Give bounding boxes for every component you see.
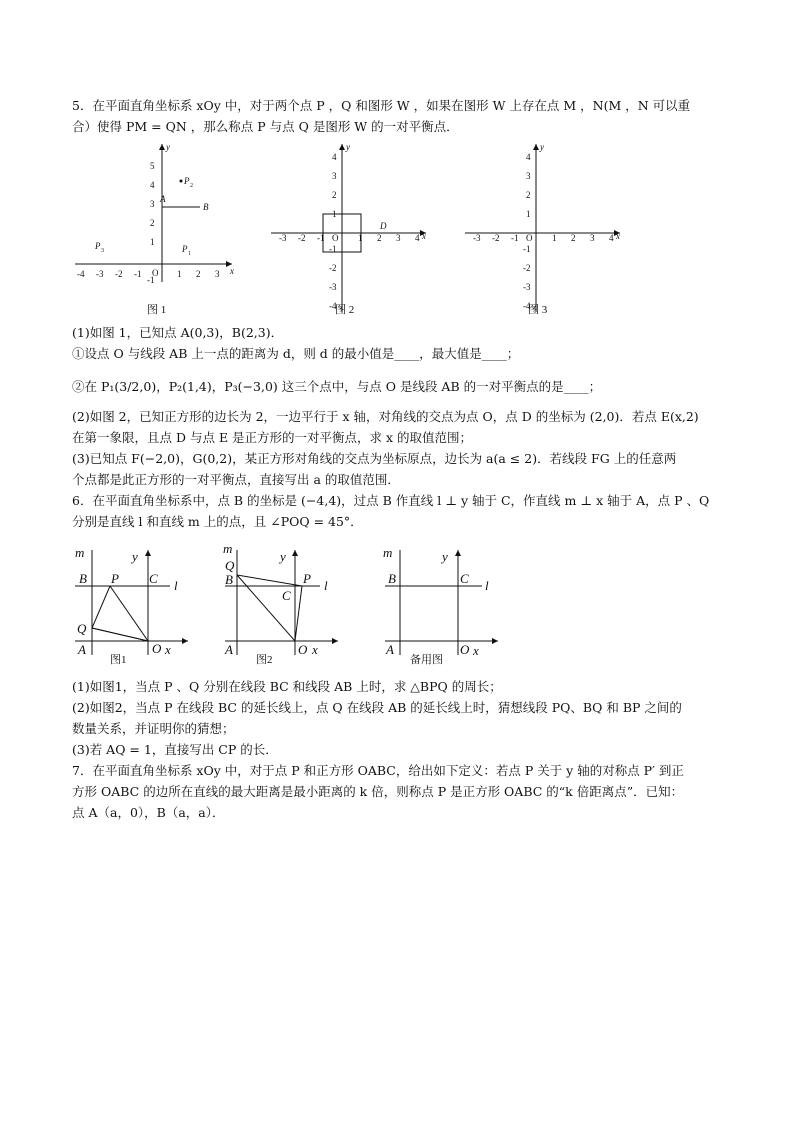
svg-text:4: 4 <box>609 233 614 243</box>
q6f2-label-O: O <box>298 642 308 657</box>
svg-text:x: x <box>422 231 426 241</box>
svg-text:1: 1 <box>332 209 337 219</box>
q6f2-label-A: A <box>225 642 233 657</box>
q6f1-label-Q: Q <box>77 621 87 636</box>
svg-text:3: 3 <box>150 199 155 209</box>
svg-text:4: 4 <box>526 152 531 162</box>
svg-text:-1: -1 <box>317 233 325 243</box>
q6f2-label-C: C <box>282 588 291 603</box>
svg-text:1: 1 <box>552 233 557 243</box>
svg-text:4: 4 <box>415 233 420 243</box>
svg-text:2: 2 <box>150 218 155 228</box>
q6f1-label-C: C <box>149 571 158 586</box>
q6f3-label-x: x <box>473 643 479 658</box>
fig3-caption: 图 3 <box>528 304 548 316</box>
svg-text:2: 2 <box>377 233 382 243</box>
svg-text:-4: -4 <box>523 301 531 311</box>
q6f3-label-m: m <box>383 545 393 560</box>
q6-figure-1 <box>70 545 200 670</box>
q6f2-label-y: y <box>280 549 286 564</box>
q6f2-label-Q: Q <box>225 558 235 573</box>
svg-text:1: 1 <box>150 237 155 247</box>
q6-figure-3 <box>380 545 505 670</box>
svg-text:O: O <box>332 233 339 243</box>
fig1-point-P2-sub: 2 <box>190 183 193 189</box>
q6f1-label-A: A <box>78 642 86 657</box>
svg-text:-2: -2 <box>492 233 500 243</box>
q5-figure-3 <box>462 140 632 320</box>
q6f3-label-y: y <box>442 549 448 564</box>
svg-text:-3: -3 <box>279 233 287 243</box>
q6-intro-line1: 6．在平面直角坐标系中，点 B 的坐标是 (−4,4)，过点 B 作直线 l ⊥ y 轴于 C，作直线 m ⊥ x 轴于 A，点 P 、Q <box>72 493 710 508</box>
svg-text:-1: -1 <box>134 269 142 279</box>
q6f3-label-l: l <box>485 578 489 593</box>
svg-text:3: 3 <box>590 233 595 243</box>
q7-intro-line3: 点 A（a，0），B（a，a）． <box>72 805 225 820</box>
q6-fig3-caption: 备用图 <box>410 654 443 666</box>
q5-part3-line1: (3)已知点 F(−2,0)，G(0,2)，某正方形对角线的交点为坐标原点，边长为 a(a ≤ 2)．若线段 FG 上的任意两 <box>72 451 677 466</box>
q6f2-label-x: x <box>312 642 318 657</box>
svg-text:1: 1 <box>358 233 363 243</box>
q5-intro-line2: 合）使得 PM = QN ，那么称点 P 与点 Q 是图形 W 的一对平衡点． <box>72 119 459 134</box>
fig1-caption: 图 1 <box>147 304 167 316</box>
q5-figure-2 <box>268 140 438 320</box>
q5-part1-line1: (1)如图 1，已知点 A(0,3)，B(2,3)． <box>72 325 284 340</box>
q6-part2-line2: 数量关系，并证明你的猜想； <box>72 721 235 736</box>
q6-fig1-caption: 图1 <box>110 654 127 666</box>
fig1-point-P3-sub: 3 <box>101 248 104 254</box>
q5-intro-line1: 5．在平面直角坐标系 xOy 中，对于两个点 P ，Q 和图形 W ，如果在图形 W 上存在点 M ，N(M ，N 可以重 <box>72 98 691 113</box>
q6f3-label-A: A <box>386 642 394 657</box>
svg-text:4: 4 <box>150 180 155 190</box>
q5-part3-line2: 个点都是此正方形的一对平衡点，直接写出 a 的取值范围． <box>72 472 400 487</box>
svg-text:-1: -1 <box>511 233 519 243</box>
q5-part1-line2: ①设点 O 与线段 AB 上一点的距离为 d，则 d 的最小值是____，最大值是____； <box>72 346 520 361</box>
q7-intro-line2: 方形 OABC 的边所在直线的最大距离是最小距离的 k 倍，则称点 P 是正方形 OABC 的“k 倍距离点”．已知： <box>72 784 684 799</box>
svg-text:-4: -4 <box>77 269 85 279</box>
svg-text:5: 5 <box>150 161 155 171</box>
q5-figure-1 <box>70 140 250 320</box>
svg-text:-2: -2 <box>329 263 337 273</box>
svg-text:2: 2 <box>196 269 201 279</box>
q6-part1: (1)如图1，当点 P 、Q 分别在线段 BC 和线段 AB 上时，求 △BPQ 的周长； <box>72 679 502 694</box>
svg-text:y: y <box>346 142 350 152</box>
fig2-caption: 图 2 <box>335 304 355 316</box>
svg-text:-1: -1 <box>523 244 531 254</box>
svg-text:-2: -2 <box>523 263 531 273</box>
q6f3-label-B: B <box>388 571 396 586</box>
q6f1-label-B: B <box>79 571 87 586</box>
svg-text:2: 2 <box>526 190 531 200</box>
svg-text:-3: -3 <box>96 269 104 279</box>
svg-text:1: 1 <box>526 209 531 219</box>
svg-text:-2: -2 <box>115 269 123 279</box>
svg-text:O: O <box>152 268 159 278</box>
q6f3-label-C: C <box>460 571 469 586</box>
q6f1-label-x: x <box>165 642 171 657</box>
q6-part3: (3)若 AQ = 1，直接写出 CP 的长． <box>72 742 278 757</box>
q6f1-label-O: O <box>152 641 162 656</box>
svg-text:3: 3 <box>396 233 401 243</box>
q6-fig2-caption: 图2 <box>256 654 273 666</box>
q5-part1-line3: ②在 P₁(3/2,0)，P₂(1,4)，P₃(−3,0) 这三个点中，与点 O 是线段 AB 的一对平衡点的是____； <box>72 379 602 394</box>
q6f2-label-P: P <box>303 571 311 586</box>
q6f1-label-y: y <box>132 549 138 564</box>
svg-text:1: 1 <box>177 269 182 279</box>
fig2-point-D: D <box>380 221 387 231</box>
q6f1-label-l: l <box>174 578 178 593</box>
svg-text:2: 2 <box>332 190 337 200</box>
svg-text:-1: -1 <box>329 244 337 254</box>
svg-text:3: 3 <box>526 171 531 181</box>
svg-text:O: O <box>526 233 533 243</box>
q5-part2-line2: 在第一象限，且点 D 与点 E 是正方形的一对平衡点，求 x 的取值范围； <box>72 430 473 445</box>
q6f2-label-B: B <box>225 572 233 587</box>
q5-part2-line1: (2)如图 2，已知正方形的边长为 2，一边平行于 x 轴，对角线的交点为点 O，点 D 的坐标为 (2,0)．若点 E(x,2) <box>72 409 699 424</box>
svg-text:-4: -4 <box>329 301 337 311</box>
svg-text:3: 3 <box>215 269 220 279</box>
svg-text:x: x <box>230 266 234 276</box>
q7-intro-line1: 7．在平面直角坐标系 xOy 中，对于点 P 和正方形 OABC，给出如下定义：若点 P 关于 y 轴的对称点 P′ 到正 <box>72 763 684 778</box>
svg-text:4: 4 <box>332 152 337 162</box>
svg-text:-3: -3 <box>473 233 481 243</box>
q6f2-label-l: l <box>324 578 328 593</box>
svg-text:2: 2 <box>571 233 576 243</box>
q6f3-label-O: O <box>460 642 470 657</box>
q6f2-label-m: m <box>223 541 233 556</box>
q6-figure-2 <box>220 540 350 670</box>
fig1-point-A: A <box>160 194 166 204</box>
svg-text:y: y <box>166 142 170 152</box>
fig1-point-B: B <box>203 202 209 212</box>
svg-text:-2: -2 <box>298 233 306 243</box>
svg-text:y: y <box>540 142 544 152</box>
fig1-point-P2: P <box>184 176 190 186</box>
q6f1-label-m: m <box>75 545 85 560</box>
fig1-point-P1: P <box>182 244 188 254</box>
svg-text:-1: -1 <box>147 275 155 285</box>
q6-intro-line2: 分别是直线 l 和直线 m 上的点，且 ∠POQ = 45°． <box>72 514 363 529</box>
q6f1-label-P: P <box>111 571 119 586</box>
fig1-point-P1-sub: 1 <box>188 251 191 257</box>
q6-part2-line1: (2)如图2，当点 P 在线段 BC 的延长线上，点 Q 在线段 AB 的延长线上时，猜想线段 PQ、BQ 和 BP 之间的 <box>72 700 682 715</box>
fig1-point-P3: P <box>95 241 101 251</box>
svg-text:-3: -3 <box>523 282 531 292</box>
svg-text:x: x <box>616 231 620 241</box>
svg-text:-3: -3 <box>329 282 337 292</box>
svg-text:3: 3 <box>332 171 337 181</box>
